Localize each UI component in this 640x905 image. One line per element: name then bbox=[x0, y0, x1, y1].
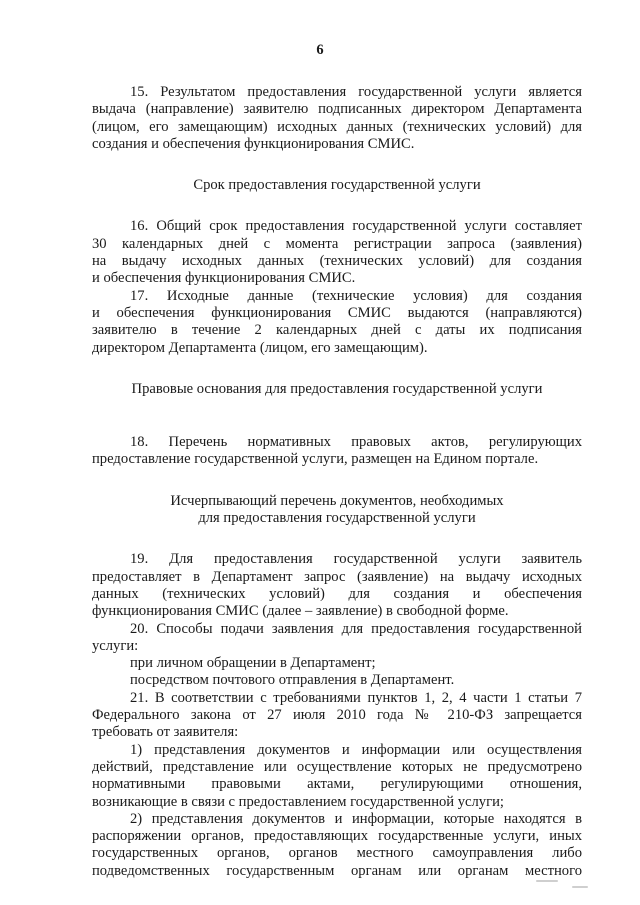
text-line: действий, представление или осуществление которых не предусмотрено bbox=[92, 758, 582, 775]
text-line: заявителю в течение 2 календарных дней с даты их подписания bbox=[92, 322, 582, 339]
text-line: 1) представления документов и информации или осуществления bbox=[130, 741, 582, 758]
page-number: 6 bbox=[316, 42, 324, 58]
section-heading-term: Срок предоставления государственной услуги bbox=[193, 177, 481, 194]
list-item: при личном обращении в Департамент; bbox=[130, 655, 376, 672]
paragraph-18 bbox=[92, 434, 582, 469]
section-heading-documents-line-2: для предоставления государственной услуги bbox=[198, 510, 476, 527]
text-line: функционирования СМИС (далее – заявление) в свободной форме. bbox=[92, 603, 509, 620]
scan-mark bbox=[572, 886, 588, 888]
text-line: 19. Для предоставления государственной услуги заявитель bbox=[130, 551, 582, 568]
text-line: данных (технических условий) для создания и обеспечения bbox=[92, 585, 582, 602]
paragraph-20 bbox=[92, 621, 582, 656]
text-line: создания и обеспечения функционирования СМИС. bbox=[92, 135, 415, 152]
text-line: Федерального закона от 27 июля 2010 года № 210-ФЗ запрещается bbox=[92, 707, 582, 724]
text-line: директором Департамента (лицом, его замещающим). bbox=[92, 339, 428, 356]
text-line: выдача (направление) заявителю подписанных директором Департамента bbox=[92, 101, 582, 118]
paragraph-21-item-1 bbox=[92, 742, 582, 811]
text-line: (лицом, его замещающим) исходных данных (технических условий) для bbox=[92, 118, 582, 135]
paragraph-19 bbox=[92, 551, 582, 620]
text-line: 30 календарных дней с момента регистрации запроса (заявления) bbox=[92, 235, 582, 252]
page-content bbox=[92, 84, 582, 880]
paragraph-15 bbox=[92, 84, 582, 153]
text-line: 20. Способы подачи заявления для предоставления государственной bbox=[130, 620, 582, 637]
text-line: услуги: bbox=[92, 637, 139, 654]
text-line: и обеспечения функционирования СМИС выдаются (направляются) bbox=[92, 304, 582, 321]
text-line: подведомственных государственным органам или органам местного bbox=[92, 862, 582, 879]
text-line: 21. В соответствии с требованиями пунктов 1, 2, 4 части 1 статьи 7 bbox=[130, 689, 582, 706]
text-line: требовать от заявителя: bbox=[92, 724, 239, 741]
text-line: предоставляет в Департамент запрос (заявление) на выдачу исходных bbox=[92, 568, 582, 585]
text-line: государственных органов, органов местного самоуправления либо bbox=[92, 845, 582, 862]
paragraph-17 bbox=[92, 288, 582, 357]
text-line: 2) представления документов и информации, которые находятся в bbox=[130, 810, 582, 827]
text-line: распоряжении органов, предоставляющих государственные услуги, иных bbox=[92, 828, 582, 845]
paragraph-21 bbox=[92, 690, 582, 742]
text-line: 18. Перечень нормативных правовых актов, регулирующих bbox=[130, 434, 582, 451]
section-heading-legal-basis: Правовые основания для предоставления государственной услуги bbox=[131, 380, 543, 397]
paragraph-16 bbox=[92, 218, 582, 287]
text-line: 17. Исходные данные (технические условия) для создания bbox=[130, 287, 582, 304]
text-line: 16. Общий срок предоставления государственной услуги составляет bbox=[130, 218, 582, 235]
text-line: и обеспечения функционирования СМИС. bbox=[92, 270, 356, 287]
text-line: предоставление государственной услуги, размещен на Едином портале. bbox=[92, 451, 539, 468]
text-line: на выдачу исходных данных (технических условий) для создания bbox=[92, 253, 582, 270]
text-line: нормативными правовыми актами, регулирующими отношения, bbox=[92, 776, 582, 793]
text-line: 15. Результатом предоставления государственной услуги является bbox=[130, 84, 582, 100]
paragraph-21-item-2 bbox=[92, 811, 582, 880]
list-item: посредством почтового отправления в Департамент. bbox=[130, 672, 455, 689]
text-line: возникающие в связи с предоставлением государственной услуги; bbox=[92, 793, 504, 810]
scan-mark bbox=[536, 880, 558, 882]
section-heading-documents-line-1: Исчерпывающий перечень документов, необходимых bbox=[170, 492, 504, 509]
